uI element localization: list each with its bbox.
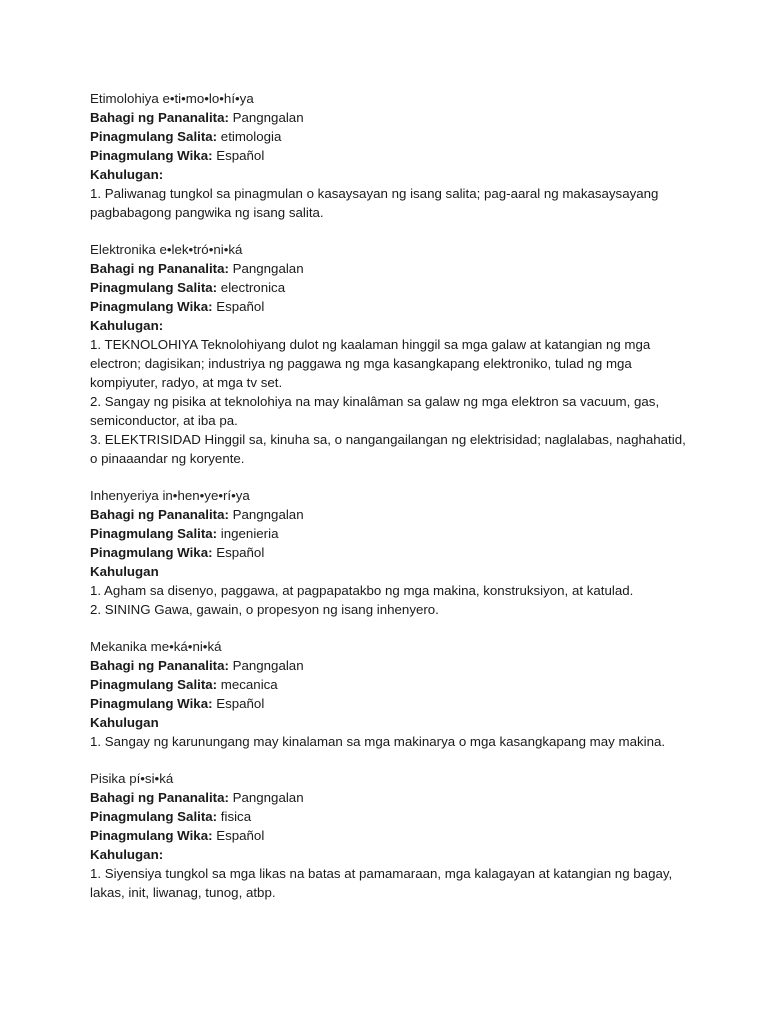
meaning-label: Kahulugan xyxy=(90,564,159,579)
origin-word-value: etimologia xyxy=(220,129,282,144)
origin-language-label: Pinagmulang Wika: xyxy=(90,148,213,163)
headword-line xyxy=(90,240,688,259)
definition: 1. Agham sa disenyo, paggawa, at pagpapatakbo ng mga makina, konstruksiyon, at katulad. xyxy=(90,583,634,598)
origin-language-line xyxy=(90,297,688,316)
origin-language-label: Pinagmulang Wika: xyxy=(90,299,213,314)
syllabification: in•hen•ye•rí•ya xyxy=(162,488,250,503)
headword-line xyxy=(90,769,688,788)
headword: Etimolohiya xyxy=(90,91,159,106)
headword-line xyxy=(90,637,688,656)
part-of-speech-value: Pangngalan xyxy=(232,658,304,673)
dictionary-entry xyxy=(90,769,688,902)
part-of-speech-label: Bahagi ng Pananalita: xyxy=(90,790,229,805)
origin-word-line xyxy=(90,524,688,543)
definition: 1. TEKNOLOHIYA Teknolohiyang dulot ng kaalaman hinggil sa mga galaw at katangian ng mga electron; dagisikan; industriya ng paggawa ng mga kasangkapang elektroniko, tulad ng mga kompiyuter, radyo, at mga tv set. xyxy=(90,337,651,390)
part-of-speech-label: Bahagi ng Pananalita: xyxy=(90,261,229,276)
meaning-label: Kahulugan: xyxy=(90,167,164,182)
meaning-label: Kahulugan xyxy=(90,715,159,730)
origin-language-line xyxy=(90,826,688,845)
part-of-speech-value: Pangngalan xyxy=(232,790,304,805)
definition: 1. Sangay ng karunungang may kinalaman sa mga makinarya o mga kasangkapang may makina. xyxy=(90,734,666,749)
part-of-speech-label: Bahagi ng Pananalita: xyxy=(90,507,229,522)
syllabification: e•ti•mo•lo•hí•ya xyxy=(162,91,254,106)
definition: 1. Paliwanag tungkol sa pinagmulan o kasaysayan ng isang salita; pag-aaral ng makasaysayang pagbabagong pangwika ng isang salita. xyxy=(90,186,659,220)
dictionary-entry xyxy=(90,240,688,468)
origin-language-value: Español xyxy=(216,299,265,314)
part-of-speech-line xyxy=(90,505,688,524)
origin-word-value: ingenieria xyxy=(220,526,279,541)
headword: Mekanika xyxy=(90,639,147,654)
syllabification: pí•si•ká xyxy=(129,771,174,786)
origin-language-line xyxy=(90,694,688,713)
origin-language-value: Español xyxy=(216,148,265,163)
part-of-speech-line xyxy=(90,656,688,675)
origin-language-value: Español xyxy=(216,545,265,560)
part-of-speech-value: Pangngalan xyxy=(232,261,304,276)
origin-word-value: fisica xyxy=(220,809,252,824)
definition: 3. ELEKTRISIDAD Hinggil sa, kinuha sa, o nangangailangan ng elektrisidad; naglalabas, naghahatid, o pinaaandar ng koryente. xyxy=(90,432,686,466)
meaning-label: Kahulugan: xyxy=(90,847,164,862)
origin-word-line xyxy=(90,278,688,297)
origin-language-line xyxy=(90,146,688,165)
origin-word-line xyxy=(90,675,688,694)
part-of-speech-label: Bahagi ng Pananalita: xyxy=(90,110,229,125)
origin-language-label: Pinagmulang Wika: xyxy=(90,696,213,711)
part-of-speech-label: Bahagi ng Pananalita: xyxy=(90,658,229,673)
headword: Pisika xyxy=(90,771,126,786)
part-of-speech-line xyxy=(90,259,688,278)
part-of-speech-value: Pangngalan xyxy=(232,507,304,522)
definition: 2. Sangay ng pisika at teknolohiya na may kinalâman sa galaw ng mga elektron sa vacuum, gas, semiconductor, at iba pa. xyxy=(90,394,660,428)
origin-word-label: Pinagmulang Salita: xyxy=(90,280,218,295)
meaning-label: Kahulugan: xyxy=(90,318,164,333)
origin-language-label: Pinagmulang Wika: xyxy=(90,545,213,560)
syllabification: me•ká•ni•ká xyxy=(150,639,222,654)
origin-word-label: Pinagmulang Salita: xyxy=(90,809,218,824)
origin-word-value: electronica xyxy=(220,280,286,295)
origin-word-label: Pinagmulang Salita: xyxy=(90,677,218,692)
part-of-speech-line xyxy=(90,108,688,127)
definition: 2. SINING Gawa, gawain, o propesyon ng isang inhenyero. xyxy=(90,602,439,617)
origin-word-line xyxy=(90,127,688,146)
headword: Inhenyeriya xyxy=(90,488,159,503)
origin-word-value: mecanica xyxy=(220,677,278,692)
dictionary-entry xyxy=(90,486,688,619)
headword-line xyxy=(90,89,688,108)
syllabification: e•lek•tró•ni•ká xyxy=(159,242,243,257)
origin-language-line xyxy=(90,543,688,562)
origin-language-value: Español xyxy=(216,828,265,843)
part-of-speech-value: Pangngalan xyxy=(232,110,304,125)
dictionary-entry xyxy=(90,89,688,222)
origin-word-label: Pinagmulang Salita: xyxy=(90,526,218,541)
definition: 1. Siyensiya tungkol sa mga likas na batas at pamamaraan, mga kalagayan at katangian ng bagay, lakas, init, liwanag, tunog, atbp. xyxy=(90,866,673,900)
origin-language-label: Pinagmulang Wika: xyxy=(90,828,213,843)
headword-line xyxy=(90,486,688,505)
part-of-speech-line xyxy=(90,788,688,807)
origin-language-value: Español xyxy=(216,696,265,711)
dictionary-entry xyxy=(90,637,688,751)
headword: Elektronika xyxy=(90,242,156,257)
origin-word-line xyxy=(90,807,688,826)
origin-word-label: Pinagmulang Salita: xyxy=(90,129,218,144)
